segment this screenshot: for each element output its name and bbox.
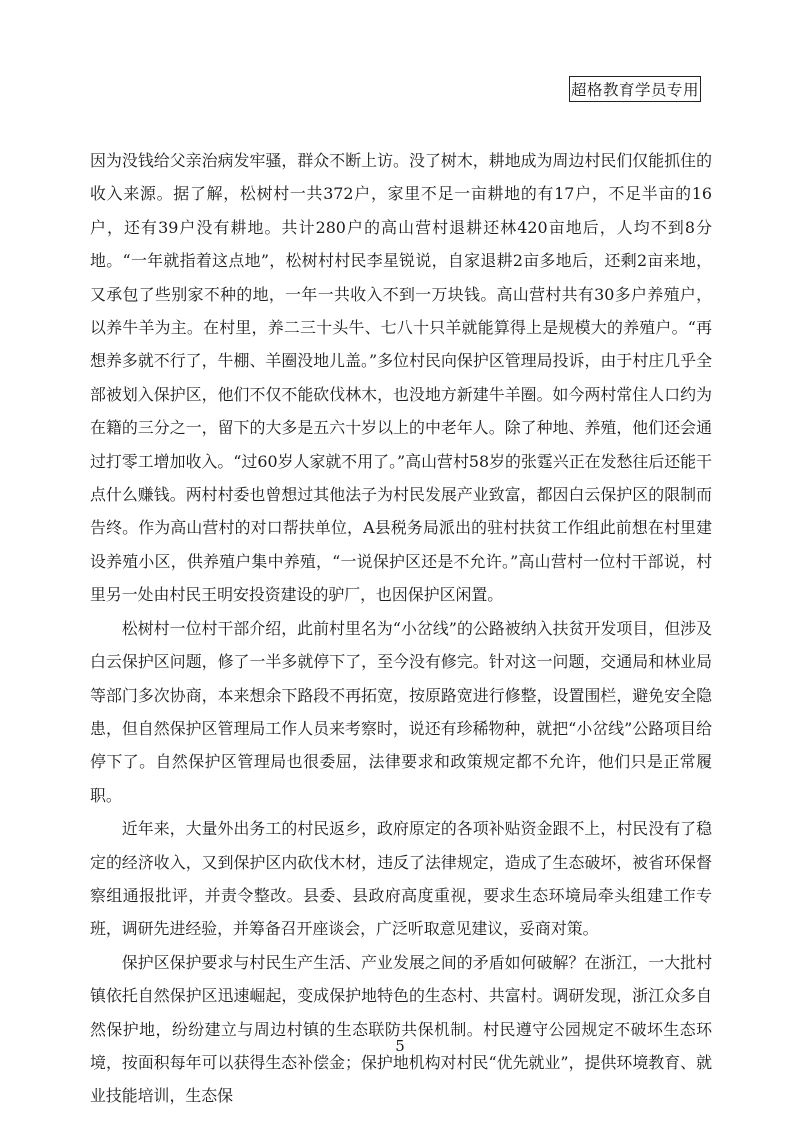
page-number: 5 [395,1037,405,1055]
paragraph-1: 因为没钱给父亲治病发牢骚，群众不断上访。没了树木，耕地成为周边村民们仅能抓住的收入来源。据了解，松树村一共372户，家里不足一亩耕地的有17户，不足半亩的16户，还有39户没有耕地。共计280户的高山营村退耕还林420亩地后，人均不到8分地。“一年就指着这点地”，松树村村民李星锐说，自家退耕2亩多地后，还剩2亩来地，又承包了些别家不种的地，一年一共收入不到一万块钱。高山营村共有30多户养殖户，以养牛羊为主。在村里，养二三十头牛、七八十只羊就能算得上是规模大的养殖户。“再想养多就不行了，牛棚、羊圈没地儿盖。”多位村民向保护区管理局投诉，由于村庄几乎全部被划入保护区，他们不仅不能砍伐林木，也没地方新建牛羊圈。如今两村常住人口约为在籍的三分之一，留下的大多是五六十岁以上的中老年人。除了种地、养殖，他们还会通过打零工增加收入。“过60岁人家就不用了。”高山营村58岁的张霆兴正在发愁往后还能干点什么赚钱。两村村委也曾想过其他法子为村民发展产业致富，都因白云保护区的限制而告终。作为高山营村的对口帮扶单位，A县税务局派出的驻村扶贫工作组此前想在村里建设养殖小区，供养殖户集中养殖，“一说保护区还是不允许。”高山营村一位村干部说，村里另一处由村民王明安投资建设的驴厂，也因保护区闲置。 [90,151,712,605]
document-body [90,144,712,1113]
paragraph-4: 保护区保护要求与村民生产生活、产业发展之间的矛盾如何破解？在浙江，一大批村镇依托自然保护区迅速崛起，变成保护地特色的生态村、共富村。调研发现，浙江众多自然保护地，纷纷建立与周边村镇的生态联防共保机制。村民遵守公园规定不破坏生态环境，按面积每年可以获得生态补偿金；保护地机构对村民“优先就业”，提供环境教育、就业技能培训，生态保 [90,952,712,1106]
paragraph-2: 松树村一位村干部介绍，此前村里名为“小岔线”的公路被纳入扶贫开发项目，但涉及白云保护区问题，修了一半多就停下了，至今没有修完。针对这一问题，交通局和林业局等部门多次协商，本来想余下路段不再拓宽，按原路宽进行修整，设置围栏，避免安全隐患，但自然保护区管理局工作人员来考察时，说还有珍稀物种，就把“小岔线”公路项目给停下了。自然保护区管理局也很委屈，法律要求和政策规定都不允许，他们只是正常履职。 [90,618,712,805]
paragraph-3: 近年来，大量外出务工的村民返乡，政府原定的各项补贴资金跟不上，村民没有了稳定的经济收入，又到保护区内砍伐木材，违反了法律规定，造成了生态破坏，被省环保督察组通报批评，并责令整改。县委、县政府高度重视，要求生态环境局牵头组建工作专班，调研先进经验，并筹备召开座谈会，广泛听取意见建议，妥商对策。 [90,819,712,939]
header-stamp: 超格教育学员专用 [569,76,701,102]
